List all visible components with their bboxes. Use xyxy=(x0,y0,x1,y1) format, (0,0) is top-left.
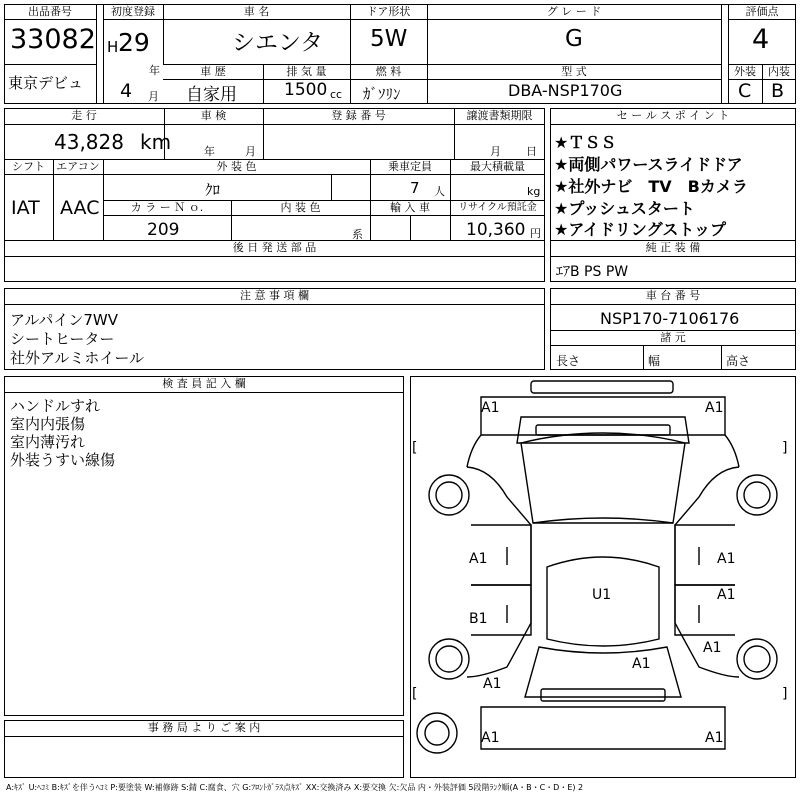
note-line-2: シートヒーター xyxy=(10,330,115,348)
mileage-label: 走 行 xyxy=(71,109,97,122)
diagram-bracket-left-top: [ xyxy=(412,440,418,456)
score: 4 xyxy=(752,24,770,55)
ac-label: エアコン xyxy=(56,160,100,173)
interior-grade: B xyxy=(771,80,785,102)
score-label: 評価点 xyxy=(745,5,779,18)
damage-mark-rear-fender-left: A1 xyxy=(483,676,502,692)
recycle-fee: 10,360 xyxy=(466,220,526,240)
recycle-unit: 円 xyxy=(530,227,541,240)
door-type: 5W xyxy=(370,26,408,52)
sales-point-1: ★ＴＳＳ xyxy=(554,133,617,152)
legend-text: A:ｷｽﾞ U:ﾍｺﾐ B:ｷｽﾞを伴うﾍｺﾐ P:要塗装 W:補修跡 S:錆 C:腐食、穴 G:ﾌﾛﾝﾄｶﾞﾗｽ点ｷｽﾞ XX:交換済み X:要交換 欠:欠品 内・外装評価 5段階ﾗﾝｸ順(A・B・C・D・E) 2 xyxy=(6,783,584,792)
mileage: 43,828 xyxy=(54,130,124,154)
reg-month: 4 xyxy=(120,80,133,102)
grade-label: グ レ ー ド xyxy=(546,5,602,18)
chassis-number: NSP170-7106176 xyxy=(600,309,740,328)
transfer-label: 譲渡書類期限 xyxy=(466,109,533,122)
colorno-label: カ ラ ー Ｎ ｏ. xyxy=(130,201,204,214)
debut-label: 東京デビュ xyxy=(8,74,84,92)
damage-mark-front-door-left: A1 xyxy=(469,551,488,567)
note-line-1: アルパイン7WV xyxy=(10,311,118,329)
capacity: 7 xyxy=(410,179,420,197)
color-label: 外 装 色 xyxy=(216,160,257,173)
transfer-day-unit: 日 xyxy=(526,145,537,158)
inspector-line-2: 室内内張傷 xyxy=(10,415,86,433)
damage-mark-front-door-right: A1 xyxy=(717,551,736,567)
width-label: 幅 xyxy=(648,354,661,368)
chassis-label: 車 台 番 号 xyxy=(645,289,701,302)
exterior-grade: C xyxy=(738,80,752,102)
damage-mark-rear-fender-right: A1 xyxy=(703,640,722,656)
car-outline-diagram xyxy=(411,377,795,777)
car-name-label: 車 名 xyxy=(243,5,270,18)
displacement-label: 排 気 量 xyxy=(286,65,327,78)
damage-mark-rear-door-right: A1 xyxy=(717,587,736,603)
sales-point-2: ★両側パワースライドドア xyxy=(554,155,743,174)
capacity-unit: 人 xyxy=(434,185,445,198)
history-label: 車 歴 xyxy=(200,65,226,78)
damage-diagram xyxy=(410,376,796,778)
damage-mark-front-bumper-left: A1 xyxy=(481,400,500,416)
intcolor-unit: 系 xyxy=(352,228,363,241)
inspector-line-1: ハンドルすれ xyxy=(10,397,101,415)
mileage-unit: km xyxy=(140,130,172,154)
later-parts-label: 後 日 発 送 部 品 xyxy=(232,241,317,254)
damage-mark-rear-door-left: B1 xyxy=(469,611,488,627)
damage-mark-front-bumper-right: A1 xyxy=(705,400,724,416)
sales-point-5: ★アイドリングストップ xyxy=(554,220,726,239)
damage-mark-rear-bumper-right: A1 xyxy=(705,730,724,746)
load-unit: kg xyxy=(527,185,541,198)
interior-label: 内装 xyxy=(768,65,790,78)
month-unit: 月 xyxy=(148,90,159,103)
year-unit: 年 xyxy=(149,64,160,77)
height-label: 高さ xyxy=(726,354,751,368)
door-label: ドア形状 xyxy=(366,5,411,18)
model-label: 型 式 xyxy=(561,65,587,78)
lot-label: 出品番号 xyxy=(28,5,72,18)
sales-point-4: ★プッシュスタート xyxy=(554,199,695,218)
inspection-month-unit: 月 xyxy=(245,145,256,158)
inspection-label: 車 検 xyxy=(200,109,227,122)
notes-label: 注 意 事 項 欄 xyxy=(240,289,309,302)
model: DBA-NSP170G xyxy=(508,81,623,100)
diagram-bracket-left-bottom: [ xyxy=(412,686,418,702)
lot-number: 33082 xyxy=(10,24,96,55)
shift: IAT xyxy=(11,197,40,219)
regno-label: 登 録 番 号 xyxy=(331,109,386,122)
diagram-bracket-right-top: ] xyxy=(782,440,788,456)
history: 自家用 xyxy=(186,85,237,105)
import-label: 輸 入 車 xyxy=(390,201,430,214)
inspector-line-3: 室内薄汚れ xyxy=(10,433,86,451)
equip-value: ｴｱB PS PW xyxy=(556,264,629,280)
recycle-label: リサイクル預託金 xyxy=(458,202,537,213)
color-number: 209 xyxy=(147,220,180,240)
equip-label: 純 正 装 備 xyxy=(645,241,701,254)
length-label: 長さ xyxy=(556,354,581,368)
office-label: 事 務 局 よ り ご 案 内 xyxy=(147,721,261,734)
first-reg-label: 初度登録 xyxy=(111,5,155,18)
damage-mark-rear-window: A1 xyxy=(632,656,651,672)
capacity-label: 乗車定員 xyxy=(388,160,432,173)
exterior-label: 外装 xyxy=(734,65,756,78)
note-line-3: 社外アルミホイール xyxy=(10,349,145,367)
damage-mark-roof: U1 xyxy=(592,587,612,603)
displacement: 1500 xyxy=(284,80,328,100)
inspector-label: 検 査 員 記 入 欄 xyxy=(162,377,246,390)
grade: G xyxy=(565,26,583,52)
inspection-year-unit: 年 xyxy=(204,145,215,158)
exterior-color: ｸﾛ xyxy=(205,181,221,199)
spec-label: 諸 元 xyxy=(660,331,686,344)
intcolor-label: 内 装 色 xyxy=(280,201,321,214)
shift-label: シフト xyxy=(12,160,45,173)
fuel-label: 燃 料 xyxy=(375,65,402,78)
transfer-month-unit: 月 xyxy=(490,145,501,158)
displacement-unit: cc xyxy=(330,88,343,101)
diagram-bracket-right-bottom: ] xyxy=(782,686,788,702)
era-letter: H xyxy=(107,38,119,56)
inspector-line-4: 外装うすい線傷 xyxy=(10,451,116,469)
fuel: ｶﾞｿﾘﾝ xyxy=(363,85,401,103)
reg-year: 29 xyxy=(118,28,150,57)
car-name: シエンタ xyxy=(232,30,324,56)
load-label: 最大積載量 xyxy=(470,160,525,173)
sales-points-label: セ ー ル ス ポ イ ン ト xyxy=(616,109,730,122)
aircon: AAC xyxy=(60,197,100,219)
sales-point-3: ★社外ナビ TV Bカメラ xyxy=(554,177,748,196)
damage-mark-rear-bumper-left: A1 xyxy=(481,730,500,746)
